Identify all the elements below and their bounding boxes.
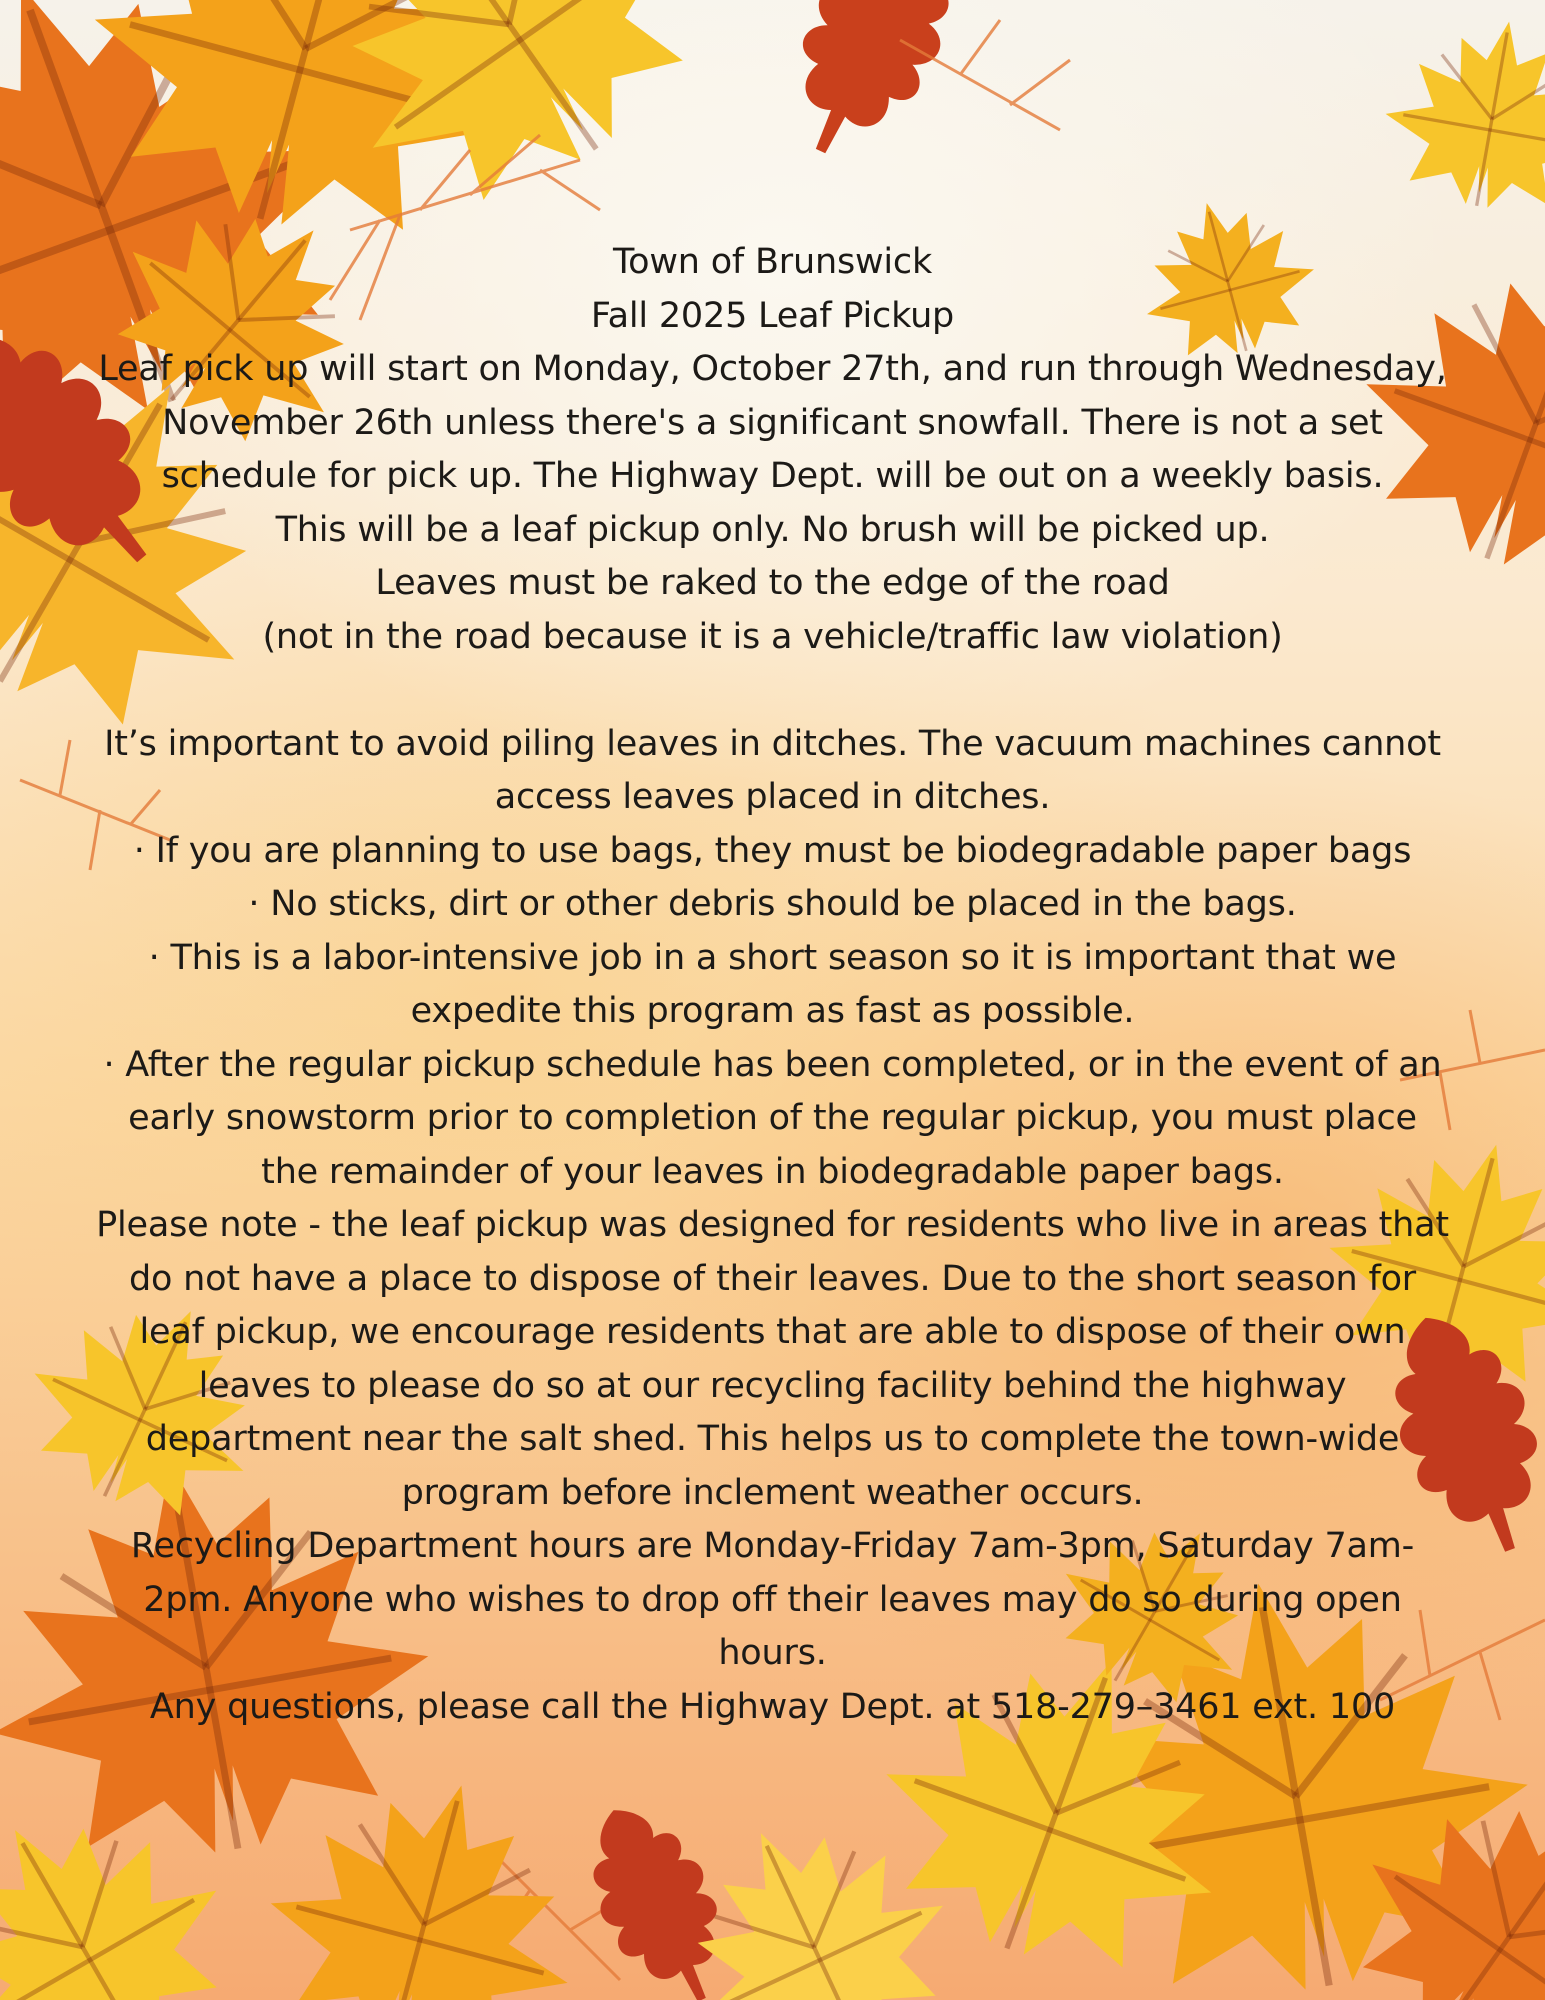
bullet-item: · No sticks, dirt or other debris should be placed in the bags.	[248, 884, 1297, 924]
spacer	[95, 664, 1450, 718]
oak-leaf-icon	[564, 1787, 752, 2000]
hours-paragraph: Recycling Department hours are Monday-Friday 7am-3pm, Saturday 7am-2pm. Anyone who wishes to drop off their leaves may do so during open hours.	[130, 1526, 1415, 1673]
town-name: Town of Brunswick	[612, 242, 933, 282]
leaf-only-line: This will be a leaf pickup only. No brush will be picked up.	[275, 509, 1270, 550]
rake-edge-line: Leaves must be raked to the edge of the road	[375, 563, 1170, 603]
ditches-paragraph: It’s important to avoid piling leaves in ditches. The vacuum machines cannot access leaves placed in ditches.	[104, 723, 1441, 817]
intro-paragraph: Leaf pick up will start on Monday, October 27th, and run through Wednesday, November 26th unless there's a significant snowfall. There is not a set schedule for pick up. The Highway Dept. will be out on a weekly basis.	[98, 349, 1447, 496]
please-note-paragraph: Please note - the leaf pickup was designed for residents who live in areas that do not have a place to dispose of their leaves. Due to the short season for leaf pickup, we encourage residents that are able to dispose of their own leaves to please do so at our recycling facility behind the highway department near the salt shed. This helps us to complete the town-wide program before inclement weather occurs.	[96, 1205, 1449, 1513]
notice-title: Fall 2025 Leaf Pickup	[590, 295, 955, 336]
questions-line: Any questions, please call the Highway Dept. at 518-279–3461 ext. 100	[149, 1686, 1396, 1727]
oak-leaf-icon	[762, 0, 984, 179]
bullet-item: · If you are planning to use bags, they must be biodegradable paper bags	[133, 830, 1412, 871]
leaf-pickup-notice	[95, 236, 1450, 1734]
not-in-road-line: (not in the road because it is a vehicle/traffic law violation)	[262, 616, 1283, 657]
bullet-item: · This is a labor-intensive job in a short season so it is important that we expedite this program as fast as possible.	[148, 937, 1397, 1031]
maple-leaf-icon	[1373, 3, 1545, 224]
bullet-item: · After the regular pickup schedule has been completed, or in the event of an early snowstorm prior to completion of the regular pickup, you must place the remainder of your leaves in biodegradable paper bags.	[103, 1044, 1442, 1192]
maple-leaf-icon	[243, 1746, 610, 2000]
